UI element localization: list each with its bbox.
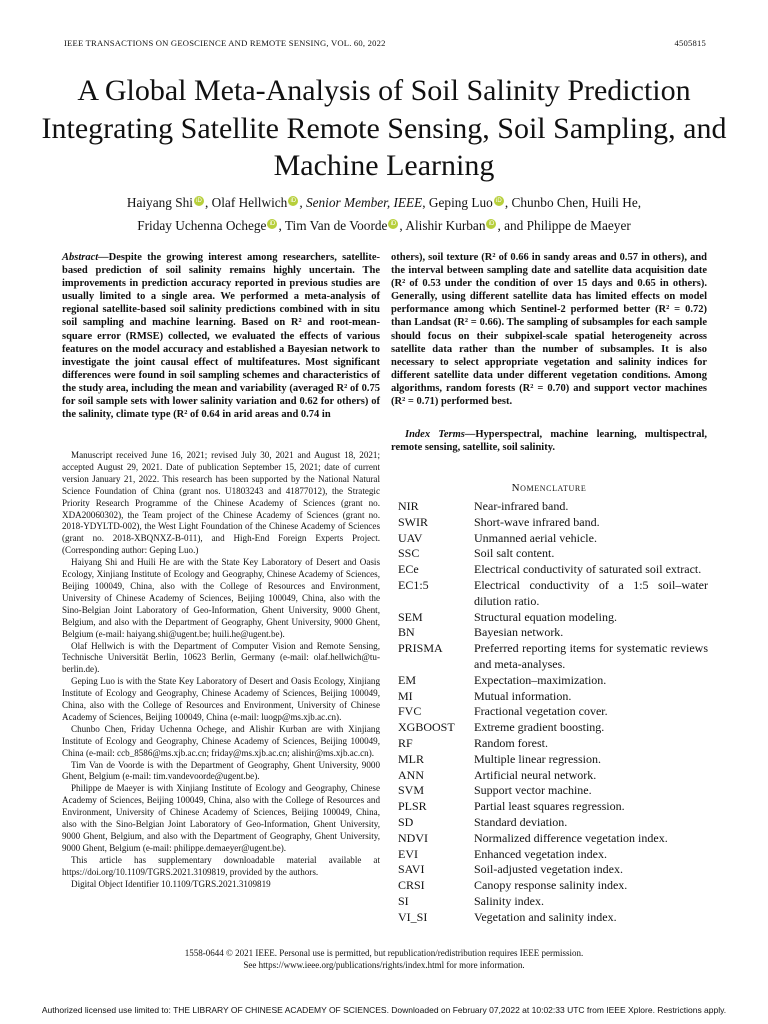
nomenclature-def: Soil salt content. (474, 546, 555, 561)
author-name: , Alishir Kurban (399, 218, 486, 233)
nomenclature-def: Expectation–maximization. (474, 672, 607, 687)
nomenclature-row (398, 641, 708, 673)
nomenclature-abbr: ANN (398, 767, 424, 782)
footnote-affiliation: Haiyang Shi and Huili He are with the State Key Laboratory of Desert and Oasis Ecology, Xinjiang Institute of Ecology and Geography, Chinese Academy of Sciences, Beijing 100049, China, also with the College of Resources and Environment, University of Chinese Academy of Sciences, Beijing 100049, China, also with the Sino-Belgian Joint Laboratory of Geo-Information, Ghent University, 9000 Ghent, Belgium, and also with the Department of Geography, Ghent University, 9000 Ghent, Belgium (e-mail: haiyang.shi@ugent.be; huili.he@ugent.be). (62, 557, 380, 639)
nomenclature-row (398, 736, 708, 752)
nomenclature-row (398, 499, 708, 515)
nomenclature-abbr: SSC (398, 546, 420, 561)
nomenclature-row (398, 562, 708, 578)
footnote-affiliation: Olaf Hellwich is with the Department of Computer Vision and Remote Sensing, Technische Universität Berlin, 10623 Berlin, Germany (e-mail: olaf.hellwich@tu-berlin.de). (62, 640, 380, 675)
nomenclature-def: Unmanned aerial vehicle. (474, 530, 597, 545)
footnote-doi: Digital Object Identifier 10.1109/TGRS.2021.3109819 (71, 878, 271, 889)
paper-title: A Global Meta-Analysis of Soil Salinity Prediction Integrating Satellite Remote Sensing, Soil Sampling, and Machine Learning (41, 74, 727, 182)
nomenclature-def: Near-infrared band. (474, 499, 569, 513)
nomenclature-def: Extreme gradient boosting. (474, 720, 605, 735)
index-terms-label: Index Terms— (405, 429, 476, 440)
nomenclature-def: Multiple linear regression. (474, 751, 601, 766)
orcid-icon[interactable]: iD (288, 196, 298, 206)
nomenclature-row (398, 704, 708, 720)
nomenclature-abbr: SVM (398, 783, 425, 798)
article-number: 4505815 (674, 38, 706, 48)
nomenclature-def: Short-wave infrared band. (474, 514, 600, 529)
nomenclature-row (398, 831, 708, 847)
copyright-footer (40, 947, 728, 971)
nomenclature-def: Fractional vegetation cover. (474, 704, 608, 719)
nomenclature-row (398, 815, 708, 831)
license-notice: Authorized licensed use limited to: THE LIBRARY OF CHINESE ACADEMY OF SCIENCES. Downloaded on February 07,2022 at 10:02:33 UTC from IEEE Xplore. Restrictions apply. (41, 1005, 727, 1015)
rights-line: See https://www.ieee.org/publications/rights/index.html for more information. (243, 960, 525, 970)
footnote-affiliation: Philippe de Maeyer is with Xinjiang Institute of Ecology and Geography, Chinese Academy of Sciences, Beijing 100049, China, also with the College of Resources and Environment, University of Chinese Academy of Sciences, Beijing 100049, China, also with the Sino-Belgian Joint Laboratory of Geo-Information, Ghent University, 9000 Ghent, Belgium, and also with the Department of Geography, Ghent University, 9000 Ghent, Belgium (e-mail: philippe.demaeyer@ugent.be). (62, 783, 380, 853)
nomenclature-row (398, 515, 708, 531)
nomenclature-def: Support vector machine. (474, 783, 592, 798)
nomenclature-row (398, 799, 708, 815)
footnote-affiliation: Geping Luo is with the State Key Laboratory of Desert and Oasis Ecology, Xinjiang Institute of Ecology and Geography, Chinese Academy of Sciences, Beijing 100049, China, also with the College of Resources and Environment, University of Chinese Academy of Sciences, Beijing 100049, China (e-mail: luogp@ms.xjb.ac.cn). (62, 676, 380, 722)
nomenclature-row (398, 689, 708, 705)
nomenclature-def: Electrical conductivity of saturated soil extract. (474, 562, 702, 577)
footnotes (62, 450, 380, 891)
nomenclature-def: Random forest. (474, 735, 548, 750)
nomenclature-abbr: SAVI (398, 862, 425, 877)
author-role: , Senior Member, IEEE (299, 195, 423, 210)
nomenclature-def: Salinity index. (474, 893, 544, 908)
nomenclature-abbr: FVC (398, 704, 422, 719)
nomenclature-abbr: SI (398, 893, 409, 908)
footnote-manuscript: Manuscript received June 16, 2021; revised July 30, 2021 and August 18, 2021; accepted August 29, 2021. Date of publication September 15, 2021; date of current version January 21, 2022. This research has been supported by the National Natural Science Foundation of China (grant nos. U1803243 and 41877012), the Strategic Priority Research Programme of the Chinese Academy of Sciences (grant no. XDA20060302), the Team project of the Chinese Academy of Sciences (grant no. 2018-YDYLTD-002), the West Light Foundation of the Chinese Academy of Sciences (grant no. 2018-XBQNXZ-B-011), and High-End Foreign Experts Project. (Corresponding author: Geping Luo.) (62, 450, 380, 556)
nomenclature-row (398, 847, 708, 863)
footnote-affiliation: Tim Van de Voorde is with the Department of Geography, Ghent University, 9000 Ghent, Belgium (e-mail: tim.vandevoorde@ugent.be). (62, 759, 380, 782)
author-name: , Chunbo Chen, Huili He, (504, 195, 642, 210)
nomenclature-row (398, 878, 708, 894)
nomenclature-abbr: ECe (398, 562, 419, 577)
orcid-icon[interactable]: iD (267, 219, 277, 229)
abstract-left (62, 251, 380, 421)
nomenclature-abbr: EVI (398, 846, 418, 861)
footnote-affiliation: Chunbo Chen, Friday Uchenna Ochege, and Alishir Kurban are with Xinjiang Institute of Ecology and Geography, Chinese Academy of Sciences, Beijing 100049, China (e-mail: ccb_8586@ms.xjb.ac.cn; friday@ms.xjb.ac.cn; alishir@ms.xjb.ac.cn). (62, 723, 380, 758)
nomenclature-row (398, 531, 708, 547)
nomenclature-row (398, 768, 708, 784)
nomenclature-row (398, 894, 708, 910)
nomenclature-def: Preferred reporting items for systematic reviews and meta-analyses. (474, 641, 708, 671)
nomenclature-def: Vegetation and salinity index. (474, 909, 617, 924)
nomenclature-def: Normalized difference vegetation index. (474, 830, 668, 845)
abstract-text: Despite the growing interest among researchers, satellite-based prediction of soil salinity remains highly uncertain. The improvements in prediction accuracy reported in previous studies are usually limited to a single area. We performed a meta-analysis of regional satellite-based soil salinity predictions combined with in situ soil sampling and machine learning. Based on R² and root-mean-square error (RMSE) collected, we evaluated the effects of various features on the model accuracy and established a Bayesian network to investigate the joint causal effect of multifeatures. Most significant differences were found in soil sampling schemes and characteristics of the study area, including the mean and variability (averaged R² of 0.75 for soil sample sets with lower salinity variation and 0.62 for others) of the salinity, climate type (R² of 0.64 in arid areas and 0.74 in (62, 252, 380, 421)
author-name: , Olaf Hellwich (204, 195, 288, 210)
nomenclature-abbr: PRISMA (398, 641, 443, 656)
nomenclature-row (398, 752, 708, 768)
nomenclature-abbr: XGBOOST (398, 720, 455, 735)
orcid-icon[interactable]: iD (194, 196, 204, 206)
nomenclature-def: Soil-adjusted vegetation index. (474, 862, 623, 877)
index-terms (391, 428, 707, 454)
nomenclature-abbr: UAV (398, 530, 423, 545)
author-name: Haiyang Shi (126, 195, 193, 210)
nomenclature-abbr: PLSR (398, 799, 427, 814)
nomenclature-def: Bayesian network. (474, 625, 564, 640)
nomenclature-row (398, 720, 708, 736)
author-name: Friday Uchenna Ochege (137, 218, 267, 233)
nomenclature-abbr: NIR (398, 499, 419, 513)
nomenclature-list (398, 499, 708, 926)
nomenclature-def: Standard deviation. (474, 814, 568, 829)
nomenclature-abbr: EM (398, 672, 416, 687)
author-list (40, 191, 728, 237)
nomenclature-def: Canopy response salinity index. (474, 878, 628, 893)
abstract-label: Abstract— (62, 252, 109, 263)
nomenclature-abbr: BN (398, 625, 415, 640)
author-name: , Tim Van de Voorde (278, 218, 388, 233)
index-terms-text: Hyperspectral, machine learning, multispectral, remote sensing, satellite, soil salinity. (391, 429, 707, 454)
nomenclature-abbr: SEM (398, 609, 423, 624)
nomenclature-row (398, 610, 708, 626)
nomenclature-def: Enhanced vegetation index. (474, 846, 607, 861)
nomenclature-abbr: NDVI (398, 830, 428, 845)
nomenclature-row (398, 862, 708, 878)
footnote-supplement: This article has supplementary downloadable material available at https://doi.org/10.1109/TGRS.2021.3109819, provided by the authors. (62, 854, 380, 877)
abstract-right: others), soil texture (R² of 0.66 in sandy areas and 0.57 in others), and the interval between sampling date and satellite data acquisition date (R² of 0.53 under the condition of over 15 days and 0.65 in others). Generally, using different satellite data has limited effects on model performance among which Sentinel-2 performed better (R² = 0.72) than Landsat (R² = 0.66). The sampling of subsamples for each sample should focus on their subpixel-scale spatial heterogeneity across satellite data rather than the number of subsamples. It is also necessary to select appropriate vegetation and salinity indices for different satellite data under different vegetation conditions. Among algorithms, random forests (R² = 0.70) and support vector machines (R² = 0.71) performed best. (391, 252, 707, 408)
nomenclature-row (398, 546, 708, 562)
nomenclature-row (398, 673, 708, 689)
nomenclature-def: Artificial neural network. (474, 767, 597, 782)
nomenclature-def: Partial least squares regression. (474, 799, 625, 814)
nomenclature-heading: Nomenclature (511, 482, 587, 494)
nomenclature-def: Electrical conductivity of a 1:5 soil–water dilution ratio. (474, 577, 708, 608)
nomenclature-row (398, 783, 708, 799)
orcid-icon[interactable]: iD (486, 219, 496, 229)
nomenclature-abbr: MLR (398, 751, 425, 766)
nomenclature-def: Mutual information. (474, 688, 572, 703)
nomenclature-abbr: VI_SI (398, 909, 428, 924)
nomenclature-abbr: EC1:5 (398, 577, 429, 592)
nomenclature-abbr: CRSI (398, 878, 425, 893)
nomenclature-row (398, 625, 708, 641)
nomenclature-row (398, 578, 708, 610)
nomenclature-abbr: SWIR (398, 514, 428, 529)
nomenclature-abbr: RF (398, 735, 413, 750)
nomenclature-def: Structural equation modeling. (474, 609, 617, 624)
orcid-icon[interactable]: iD (494, 196, 504, 206)
running-header: IEEE TRANSACTIONS ON GEOSCIENCE AND REMOTE SENSING, VOL. 60, 2022 (64, 38, 386, 48)
nomenclature-row (398, 910, 708, 926)
orcid-icon[interactable]: iD (388, 219, 398, 229)
copyright-line: 1558-0644 © 2021 IEEE. Personal use is permitted, but republication/redistribution requires IEEE permission. (184, 948, 584, 958)
nomenclature-abbr: MI (398, 688, 413, 703)
author-name: , Geping Luo (422, 195, 493, 210)
author-name: , and Philippe de Maeyer (497, 218, 631, 233)
nomenclature-abbr: SD (398, 814, 414, 829)
